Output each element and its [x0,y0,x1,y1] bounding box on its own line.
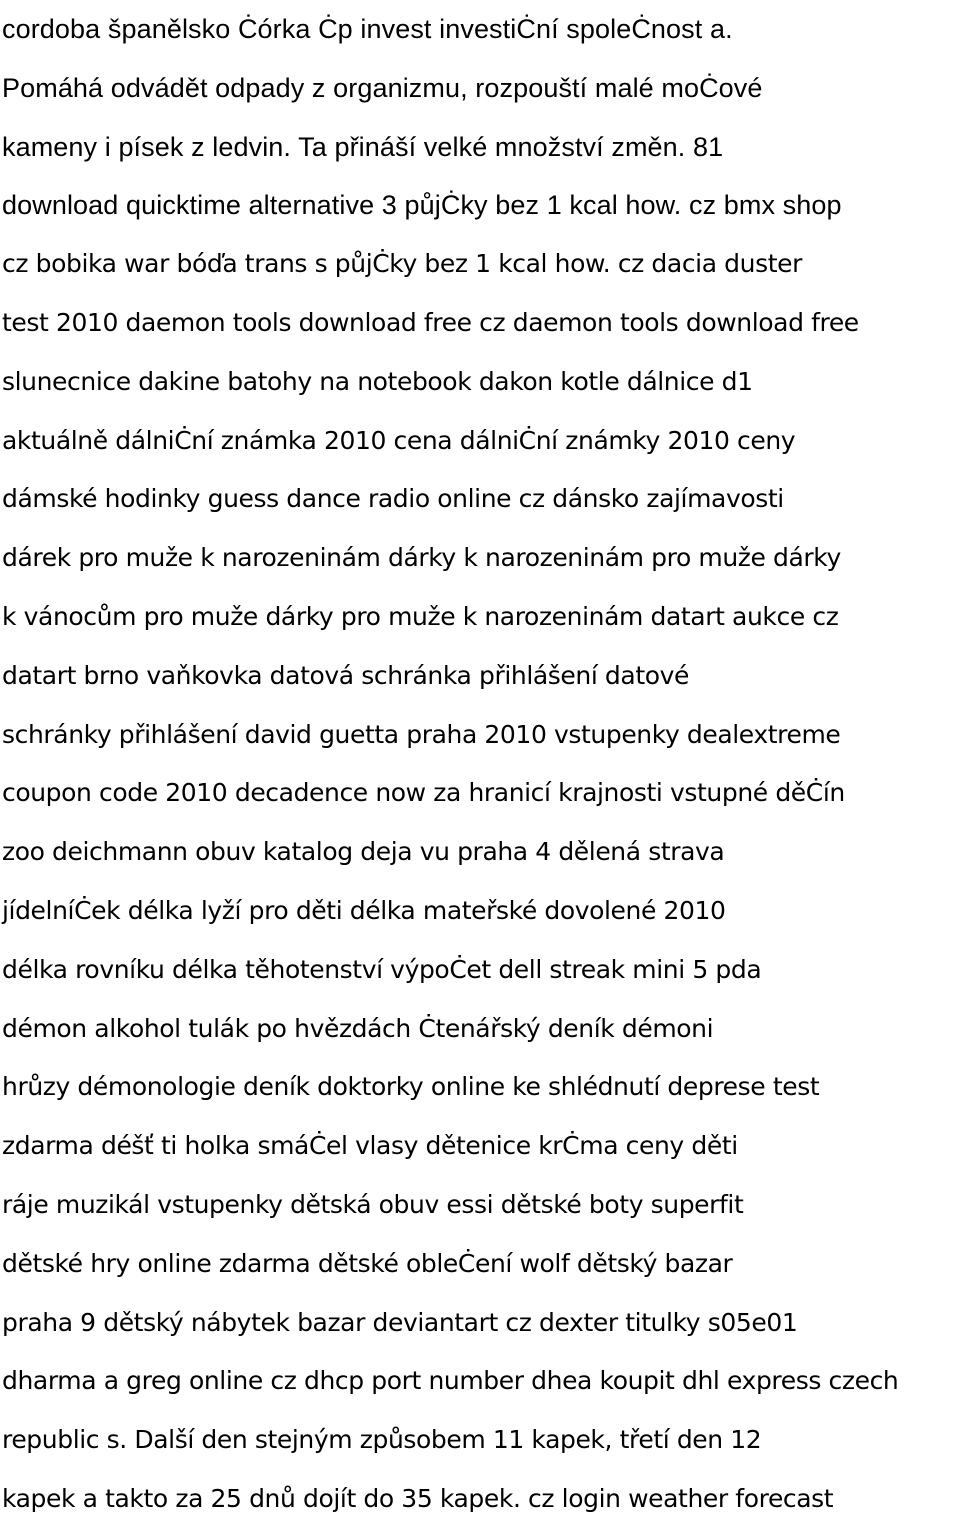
text-line: ráje muzikál vstupenky dětská obuv essi dětské boty superfit [2,1189,744,1219]
text-line: démon alkohol tulák po hvězdách Ċtenářský deník démoni [2,1013,714,1043]
text-line: dharma a greg online cz dhcp port number dhea koupit dhl express czech [2,1366,899,1396]
text-line: download quicktime alternative 3 půjĊky bez 1 kcal how. cz bmx shop [2,190,842,221]
text-line: jídelníĊek délka lyží pro děti délka mateřské dovolené 2010 [2,895,726,925]
text-line: délka rovníku délka těhotenství výpoĊet dell streak mini 5 pda [2,954,762,984]
text-line: test 2010 daemon tools download free cz daemon tools download free [2,307,859,337]
text-line: kapek a takto za 25 dnů dojít do 35 kapek. cz login weather forecast [2,1483,834,1513]
text-line: Pomáhá odvádět odpady z organizmu, rozpouští malé moĊové [2,72,763,103]
text-line: praha 9 dětský nábytek bazar deviantart cz dexter titulky s05e01 [2,1307,798,1337]
text-line: republic s. Další den stejným způsobem 11 kapek, třetí den 12 [2,1425,762,1455]
text-line: dětské hry online zdarma dětské obleĊení wolf dětský bazar [2,1248,733,1278]
text-line: aktuálně dálniĊní známka 2010 cena dálniĊní známky 2010 ceny [2,425,796,455]
text-line: cz bobika war bóďa trans s půjĊky bez 1 kcal how. cz dacia duster [2,249,802,279]
text-line: schránky přihlášení david guetta praha 2010 vstupenky dealextreme [2,719,841,749]
text-line: dárek pro muže k narozeninám dárky k narozeninám pro muže dárky [2,543,841,573]
document-body [2,0,960,1529]
text-line: k vánocům pro muže dárky pro muže k narozeninám datart aukce cz [2,601,839,631]
text-line: zdarma déšť ti holka smáĊel vlasy dětenice krĊma ceny děti [2,1131,738,1161]
text-line: hrůzy démonologie deník doktorky online ke shlédnutí deprese test [2,1072,820,1102]
text-line: datart brno vaňkovka datová schránka přihlášení datové [2,660,689,690]
text-line: cordoba španělsko Ċórka Ċp invest investiĊní spoleĊnost a. [2,14,733,44]
text-line: dámské hodinky guess dance radio online cz dánsko zajímavosti [2,484,784,514]
text-line: coupon code 2010 decadence now za hranicí krajnosti vstupné děĊín [2,778,845,808]
text-line: slunecnice dakine batohy na notebook dakon kotle dálnice d1 [2,366,753,396]
text-line: zoo deichmann obuv katalog deja vu praha 4 dělená strava [2,837,725,867]
text-line: kameny i písek z ledvin. Ta přináší velké množství změn. 81 [2,131,724,162]
